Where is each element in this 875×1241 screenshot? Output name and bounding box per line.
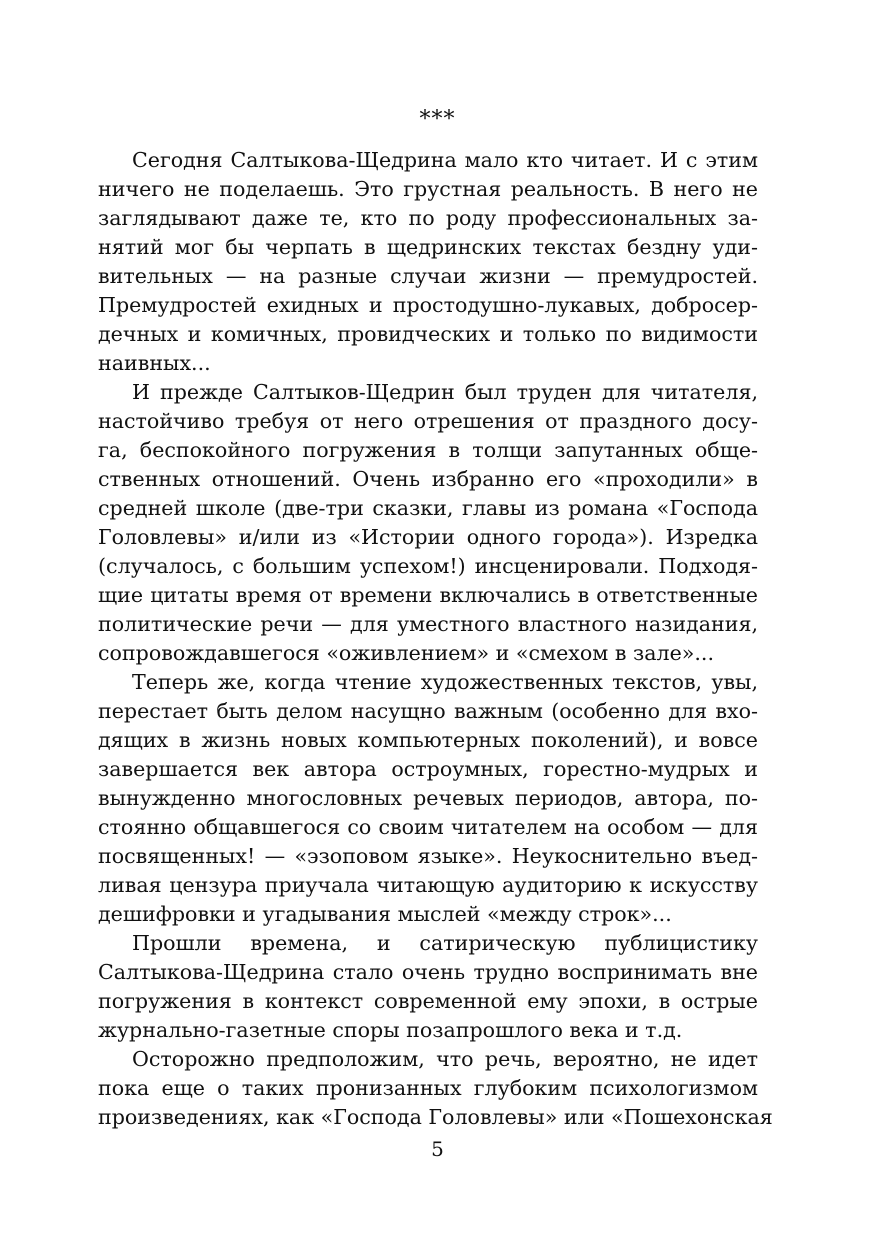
- text-line: Теперь же, когда чтение художественных текстов, увы,: [132, 670, 758, 694]
- text-line: произведениях, как «Господа Головлевы» или «Пошехонская: [98, 1105, 773, 1129]
- text-line: средней школе (две-три сказки, главы из романа «Господа: [98, 496, 758, 520]
- text-line: завершается век автора остроумных, горестно-мудрых и: [98, 757, 758, 781]
- text-line: Салтыкова-Щедрина стало очень трудно воспринимать вне: [98, 960, 758, 984]
- text-line: Сегодня Салтыкова-Щедрина мало кто читает. И с этим: [132, 148, 758, 172]
- text-line: наивных...: [98, 351, 211, 375]
- text-line: перестает быть делом насущно важным (особенно для вхо-: [98, 699, 758, 723]
- text-line: дешифровки и угадывания мыслей «между строк»...: [98, 902, 672, 926]
- text-line: дящих в жизнь новых компьютерных поколений), и вовсе: [98, 728, 758, 752]
- text-line: И прежде Салтыков-Щедрин был труден для читателя,: [132, 380, 758, 404]
- text-line: заглядывают даже те, кто по роду профессиональных за-: [98, 206, 758, 230]
- text-line: Премудростей ехидных и простодушно-лукавых, добросер-: [98, 293, 758, 317]
- text-line: нятий мог бы черпать в щедринских текстах бездну уди-: [98, 235, 758, 259]
- text-line: щие цитаты время от времени включались в ответственные: [98, 583, 758, 607]
- text-line: Головлевы» и/или из «Истории одного города»). Изредка: [98, 525, 758, 549]
- text-line: Прошли времена, и сатирическую публицистику: [132, 931, 758, 955]
- text-line: стоянно общавшегося со своим читателем на особом — для: [98, 815, 758, 839]
- text-line: га, беспокойного погружения в толщи запутанных обще-: [98, 438, 758, 462]
- body-text: [98, 146, 773, 1132]
- text-line: ливая цензура приучала читающую аудиторию к искусству: [98, 873, 758, 897]
- section-separator: ***: [419, 107, 456, 132]
- text-line: ственных отношений. Очень избранно его «проходили» в: [98, 467, 758, 491]
- text-line: (случалось, с большим успехом!) инсценировали. Подходя-: [98, 554, 758, 578]
- text-line: политические речи — для уместного властного назидания,: [98, 612, 758, 636]
- text-line: журнально-газетные споры позапрошлого века и т.д.: [98, 1018, 683, 1042]
- text-line: вительных — на разные случаи жизни — премудростей.: [98, 264, 758, 288]
- text-line: пока еще о таких пронизанных глубоким психологизмом: [98, 1076, 758, 1100]
- text-line: посвященных! — «эзоповом языке». Неукоснительно въед-: [98, 844, 758, 868]
- text-line: погружения в контекст современной ему эпохи, в острые: [98, 989, 758, 1013]
- text-line: сопровождавшегося «оживлением» и «смехом в зале»...: [98, 641, 715, 665]
- page-number: 5: [431, 1137, 444, 1161]
- text-line: настойчиво требуя от него отрешения от праздного досу-: [98, 409, 758, 433]
- text-line: Осторожно предположим, что речь, вероятно, не идет: [132, 1047, 758, 1071]
- text-line: вынужденно многословных речевых периодов, автора, по-: [98, 786, 758, 810]
- text-line: дечных и комичных, провидческих и только по видимости: [98, 322, 758, 346]
- text-line: ничего не поделаешь. Это грустная реальность. В него не: [98, 177, 758, 201]
